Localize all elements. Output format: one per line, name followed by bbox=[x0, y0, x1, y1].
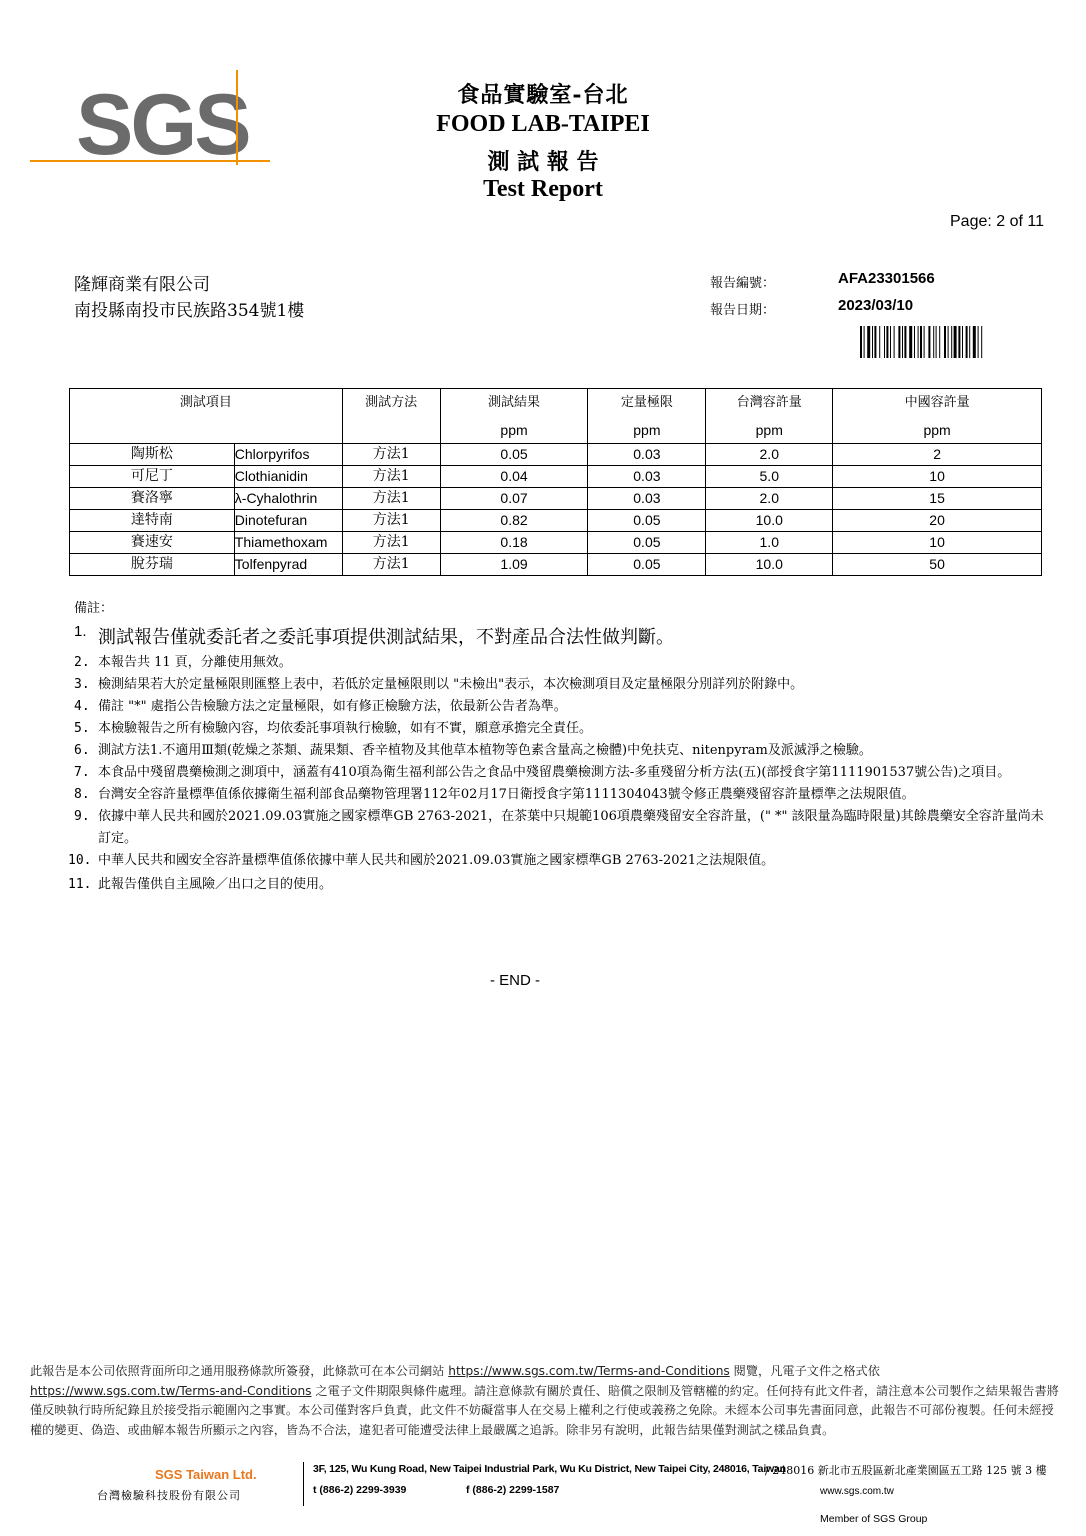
pesticide-name-zh: 陶斯松 bbox=[70, 444, 235, 466]
pesticide-name-zh: 賽洛寧 bbox=[70, 488, 235, 510]
note-number: 9. bbox=[74, 809, 90, 824]
china-limit: 20 bbox=[833, 510, 1042, 532]
company-name-zh: 台灣檢驗科技股份有限公司 bbox=[97, 1489, 241, 1502]
notes-heading: 備註： bbox=[74, 601, 114, 616]
loq-value: 0.05 bbox=[588, 510, 706, 532]
note-item bbox=[74, 624, 1054, 652]
note-text: 本報告共 11 頁，分離使用無效。 bbox=[98, 655, 292, 670]
lab-title-zh: 食品實驗室-台北 bbox=[457, 82, 629, 108]
note-text: 本食品中殘留農藥檢測之測項中，涵蓋有410項為衛生福利部公告之食品中殘留農藥檢測方法-多重殘留分析方法(五)(部授食字第1111901537號公告)之項目。 bbox=[98, 765, 1011, 780]
svg-text:SGS: SGS bbox=[76, 77, 249, 165]
footer-divider bbox=[303, 1462, 304, 1506]
telephone: t (886-2) 2299-3939 bbox=[313, 1484, 407, 1496]
unit-taiwan: ppm bbox=[706, 417, 833, 444]
note-text: 台灣安全容許量標準值係依據衛生福利部食品藥物管理署112年02月17日衛授食字第1111304043號令修正農藥殘留容許量標準之法規限值。 bbox=[98, 787, 915, 802]
table-unit-row bbox=[70, 417, 1042, 444]
note-number: 11. bbox=[68, 877, 92, 892]
note-text: 測試方法1.不適用Ⅲ類(乾燥之茶類、蔬果類、香辛植物及其他草本植物等色素含量高之檢體)中免扶克、nitenpyram及派滅淨之檢驗。 bbox=[98, 743, 872, 758]
test-result: 0.07 bbox=[440, 488, 588, 510]
note-number: 1. bbox=[74, 623, 87, 640]
test-method: 方法1 bbox=[342, 554, 440, 576]
footer-text-part1: 此報告是本公司依照背面所印之通用服務條款所簽發，此條款可在本公司網站 bbox=[30, 1364, 445, 1378]
client-name: 隆輝商業有限公司 bbox=[74, 275, 210, 295]
report-title-zh: 測 試 報 告 bbox=[487, 149, 599, 175]
table-row bbox=[70, 532, 1042, 554]
header-taiwan-limit: 台灣容許量 bbox=[706, 389, 833, 418]
footer-text-part3: 之電子文件期限與條件處理。請注意條款有關於責任、賠償之限制及管轄權的約定。任何持有此文件者，請注意本公司製作之結果報告書將僅反映執行時所紀錄且於接受指示範圍內之事實。本公司僅對客戶負責，此文件不妨礙當事人在交易上權利之行使或義務之免除。未經本公司事先書面同意，此報告不可部份複製。任何未經授權的變更、偽造、或曲解本報告所顯示之內容，皆為不合法，違犯者可能遭受法律上最嚴厲之追訴。除非另有說明，此報告結果僅對測試之樣品負責。 bbox=[30, 1383, 1059, 1437]
loq-value: 0.03 bbox=[588, 444, 706, 466]
taiwan-limit: 1.0 bbox=[706, 532, 833, 554]
header-china-limit: 中國容許量 bbox=[833, 389, 1042, 418]
report-number: AFA23301566 bbox=[838, 270, 935, 287]
note-number: 10. bbox=[68, 853, 92, 868]
china-limit: 10 bbox=[833, 532, 1042, 554]
header-test-result: 測試結果 bbox=[440, 389, 588, 418]
pesticide-name-zh: 可尼丁 bbox=[70, 466, 235, 488]
taiwan-limit: 2.0 bbox=[706, 444, 833, 466]
company-name-en: SGS Taiwan Ltd. bbox=[155, 1467, 257, 1482]
unit-china: ppm bbox=[833, 417, 1042, 444]
address-zh: / 248016 新北市五股區新北產業園區五工路 125 號 3 樓 bbox=[765, 1464, 1047, 1477]
pesticide-name-en: Dinotefuran bbox=[234, 510, 342, 532]
test-method: 方法1 bbox=[342, 510, 440, 532]
header-loq: 定量極限 bbox=[588, 389, 706, 418]
taiwan-limit: 10.0 bbox=[706, 510, 833, 532]
report-date-label: 報告日期： bbox=[710, 303, 776, 318]
note-text: 依據中華人民共和國於2021.09.03實施之國家標準GB 2763-2021，在茶葉中只規範106項農藥殘留安全容許量，(" *" 該限量為臨時限量)其餘農藥安全容許量尚未訂定。 bbox=[98, 809, 1044, 846]
pesticide-name-en: Chlorpyrifos bbox=[234, 444, 342, 466]
china-limit: 2 bbox=[833, 444, 1042, 466]
unit-loq: ppm bbox=[588, 417, 706, 444]
note-item bbox=[74, 784, 1054, 806]
pesticide-name-zh: 達特南 bbox=[70, 510, 235, 532]
note-item bbox=[74, 652, 1054, 674]
test-result: 0.82 bbox=[440, 510, 588, 532]
test-result: 1.09 bbox=[440, 554, 588, 576]
note-text: 本檢驗報告之所有檢驗內容，均依委託事項執行檢驗，如有不實，願意承擔完全責任。 bbox=[98, 721, 593, 736]
report-title-en: Test Report bbox=[483, 176, 603, 202]
note-item bbox=[74, 718, 1054, 740]
note-item bbox=[74, 806, 1054, 850]
note-number: 3. bbox=[74, 677, 90, 692]
loq-value: 0.03 bbox=[588, 488, 706, 510]
note-item bbox=[74, 762, 1054, 784]
china-limit: 10 bbox=[833, 466, 1042, 488]
pesticide-name-en: Thiamethoxam bbox=[234, 532, 342, 554]
table-row bbox=[70, 510, 1042, 532]
report-date: 2023/03/10 bbox=[838, 297, 914, 314]
note-text: 此報告僅供自主風險／出口之目的使用。 bbox=[98, 877, 333, 892]
header-test-method: 測試方法 bbox=[342, 389, 440, 444]
table-header-row bbox=[70, 389, 1042, 418]
header-blank bbox=[70, 417, 343, 444]
loq-value: 0.05 bbox=[588, 532, 706, 554]
note-item bbox=[74, 696, 1054, 718]
test-method: 方法1 bbox=[342, 532, 440, 554]
note-text: 檢測結果若大於定量極限則匯整上表中，若低於定量極限則以 "未檢出"表示，本次檢測項目及定量極限分別詳列於附錄中。 bbox=[98, 677, 804, 692]
header-test-item: 測試項目 bbox=[70, 389, 343, 418]
lab-title-en: FOOD LAB-TAIPEI bbox=[436, 111, 650, 137]
fax: f (886-2) 2299-1587 bbox=[466, 1484, 560, 1496]
note-number: 8. bbox=[74, 787, 90, 802]
member-of-sgs-group: Member of SGS Group bbox=[820, 1513, 928, 1525]
test-method: 方法1 bbox=[342, 466, 440, 488]
test-result: 0.18 bbox=[440, 532, 588, 554]
loq-value: 0.03 bbox=[588, 466, 706, 488]
end-marker: - END - bbox=[490, 972, 540, 989]
note-number: 2. bbox=[74, 655, 90, 670]
terms-link[interactable]: https://www.sgs.com.tw/Terms-and-Conditions bbox=[448, 1364, 730, 1378]
website[interactable]: www.sgs.com.tw bbox=[820, 1486, 894, 1497]
loq-value: 0.05 bbox=[588, 554, 706, 576]
note-number: 6. bbox=[74, 743, 90, 758]
taiwan-limit: 5.0 bbox=[706, 466, 833, 488]
pesticide-name-zh: 賽速安 bbox=[70, 532, 235, 554]
note-number: 7. bbox=[74, 765, 90, 780]
pesticide-name-en: λ-Cyhalothrin bbox=[234, 488, 342, 510]
test-method: 方法1 bbox=[342, 444, 440, 466]
test-result: 0.04 bbox=[440, 466, 588, 488]
table-row bbox=[70, 554, 1042, 576]
page-number: Page: 2 of 11 bbox=[950, 213, 1044, 230]
china-limit: 15 bbox=[833, 488, 1042, 510]
note-item bbox=[68, 874, 1054, 896]
client-address: 南投縣南投市民族路354號1樓 bbox=[74, 301, 305, 321]
barcode bbox=[860, 326, 1014, 358]
note-item bbox=[68, 850, 1054, 872]
report-number-label: 報告編號： bbox=[710, 276, 776, 291]
pesticide-name-zh: 脫芬瑞 bbox=[70, 554, 235, 576]
china-limit: 50 bbox=[833, 554, 1042, 576]
table-row bbox=[70, 466, 1042, 488]
barcode-icon bbox=[860, 326, 1014, 358]
unit-result: ppm bbox=[440, 417, 588, 444]
note-text: 中華人民共和國安全容許量標準值係依據中華人民共和國於2021.09.03實施之國家標準GB 2763-2021之法規限值。 bbox=[98, 853, 775, 868]
table-row bbox=[70, 444, 1042, 466]
test-method: 方法1 bbox=[342, 488, 440, 510]
note-item bbox=[74, 740, 1054, 762]
note-number: 4. bbox=[74, 699, 90, 714]
note-text: 測試報告僅就委託者之委託事項提供測試結果，不對產品合法性做判斷。 bbox=[98, 627, 674, 648]
pesticide-name-en: Clothianidin bbox=[234, 466, 342, 488]
notes-section bbox=[68, 598, 1054, 896]
taiwan-limit: 2.0 bbox=[706, 488, 833, 510]
footer-text-part2: 閱覽，凡電子文件之格式依 bbox=[729, 1364, 880, 1378]
test-result: 0.05 bbox=[440, 444, 588, 466]
pesticide-name-en: Tolfenpyrad bbox=[234, 554, 342, 576]
terms-link-2[interactable]: https://www.sgs.com.tw/Terms-and-Conditions bbox=[30, 1383, 312, 1398]
note-number: 5. bbox=[74, 721, 90, 736]
note-text: 備註 "*" 處指公告檢驗方法之定量極限，如有修正檢驗方法，依最新公告者為準。 bbox=[98, 699, 567, 714]
address-en: 3F, 125, Wu Kung Road, New Taipei Industrial Park, Wu Ku District, New Taipei City, 248016, Taiwan bbox=[313, 1463, 786, 1475]
table-row bbox=[70, 488, 1042, 510]
results-table bbox=[69, 388, 1042, 576]
footer-disclaimer bbox=[30, 1362, 1060, 1440]
note-item bbox=[74, 674, 1054, 696]
taiwan-limit: 10.0 bbox=[706, 554, 833, 576]
